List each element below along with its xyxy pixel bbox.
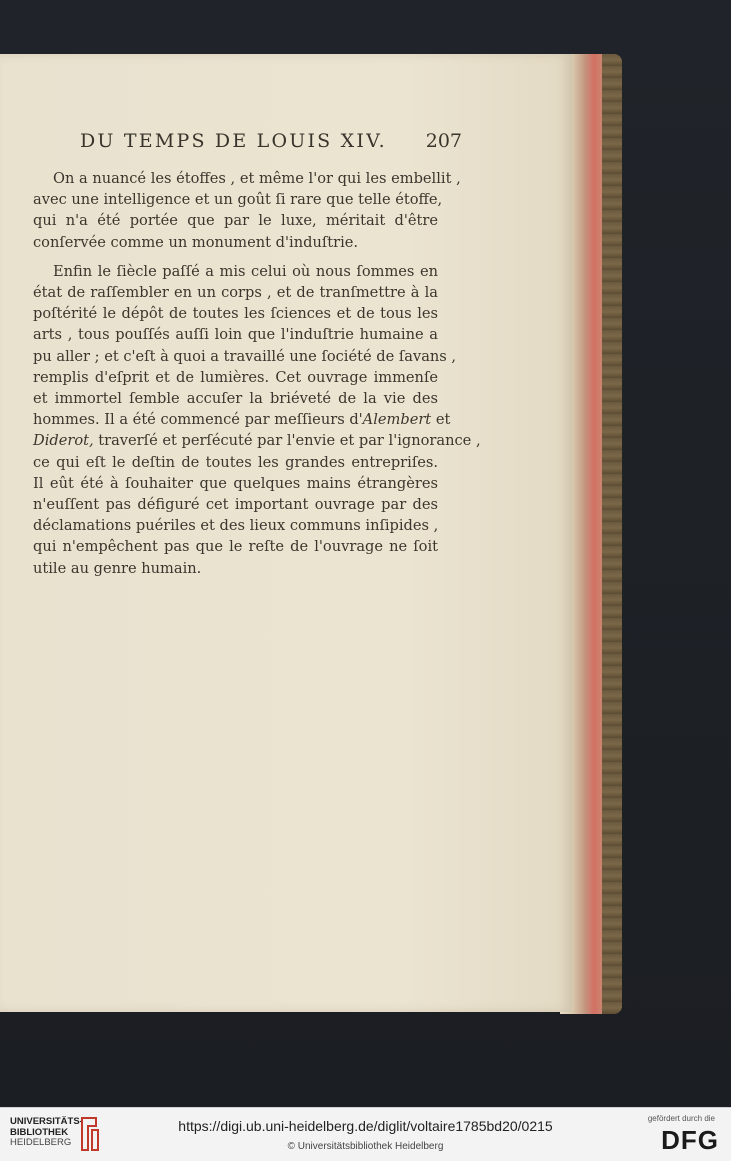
text-line: avec une intelligence et un goût ſi rare que telle étoffe, — [33, 191, 443, 209]
running-head-title: DU TEMPS DE LOUIS XIV. — [80, 130, 387, 152]
text-line: pu aller ; et c'eſt à quoi a travaillé une ſociété de ſavans , — [33, 347, 457, 365]
funder-logo[interactable]: DFG — [661, 1125, 719, 1155]
text-line — [33, 430, 481, 451]
book-page — [0, 54, 572, 1012]
text-line: conſervée comme un monument d'induſtrie. — [33, 233, 359, 251]
text-line — [33, 409, 451, 430]
text-segment: traverſé et perſécuté par l'envie et par l'ignorance , — [93, 432, 481, 450]
body-text — [33, 168, 481, 587]
funder-note: gefördert durch die — [647, 1114, 715, 1123]
logo-line: UNIVERSITÄTS- — [10, 1116, 83, 1127]
paragraph-1 — [33, 168, 461, 253]
text-segment: et — [431, 411, 451, 429]
text-line: Enfin le ſiècle paſſé a mis celui où nous ſommes en — [53, 262, 438, 280]
text-line: utile au genre humain. — [33, 559, 202, 577]
viewer-footer — [0, 1107, 731, 1161]
text-line: ce qui eſt le deſtin de toutes les grandes entrepriſes. — [33, 453, 438, 471]
text-line: qui n'a été portée que par le luxe, méritait d'être — [33, 212, 438, 230]
text-line: On a nuancé les étoffes , et même l'or qui les embellit , — [53, 170, 461, 187]
text-line: et immortel ſemble accuſer la briéveté de la vie des — [33, 390, 438, 408]
page-number: 207 — [425, 130, 462, 152]
text-line: qui n'empêchent pas que le reſte de l'ouvrage ne ſoit — [33, 538, 438, 556]
logo-line: BIBLIOTHEK — [10, 1126, 69, 1138]
text-line: Il eût été à ſouhaiter que quelques mains étrangères — [33, 474, 438, 492]
copyright-notice: © Universitätsbibliothek Heidelberg — [287, 1141, 444, 1152]
paragraph-2 — [33, 261, 481, 579]
text-line: état de raſſembler en un corps , et de tranſmettre à la — [33, 284, 438, 302]
text-line: arts , tous pouſſés auſſi loin que l'induſtrie humaine a — [33, 326, 438, 344]
text-line: déclamations puériles et des lieux communs inſipides , — [33, 517, 439, 535]
logo-line: HEIDELBERG — [10, 1137, 72, 1148]
text-line: poſtérité le dépôt de toutes les ſciences et de tous les — [33, 305, 438, 323]
permalink-url[interactable]: https://digi.ub.uni-heidelberg.de/diglit/voltaire1785bd20/0215 — [178, 1118, 553, 1134]
italic-name: Alembert — [362, 411, 432, 429]
running-head — [80, 130, 460, 152]
text-line: n'euſſent pas défiguré cet important ouvrage par des — [33, 496, 438, 514]
text-segment: hommes. Il a été commencé par meſſieurs d' — [33, 411, 363, 429]
italic-name: Diderot, — [33, 432, 94, 450]
text-line: remplis d'eſprit et de lumières. Cet ouvrage immenſe — [33, 368, 438, 386]
